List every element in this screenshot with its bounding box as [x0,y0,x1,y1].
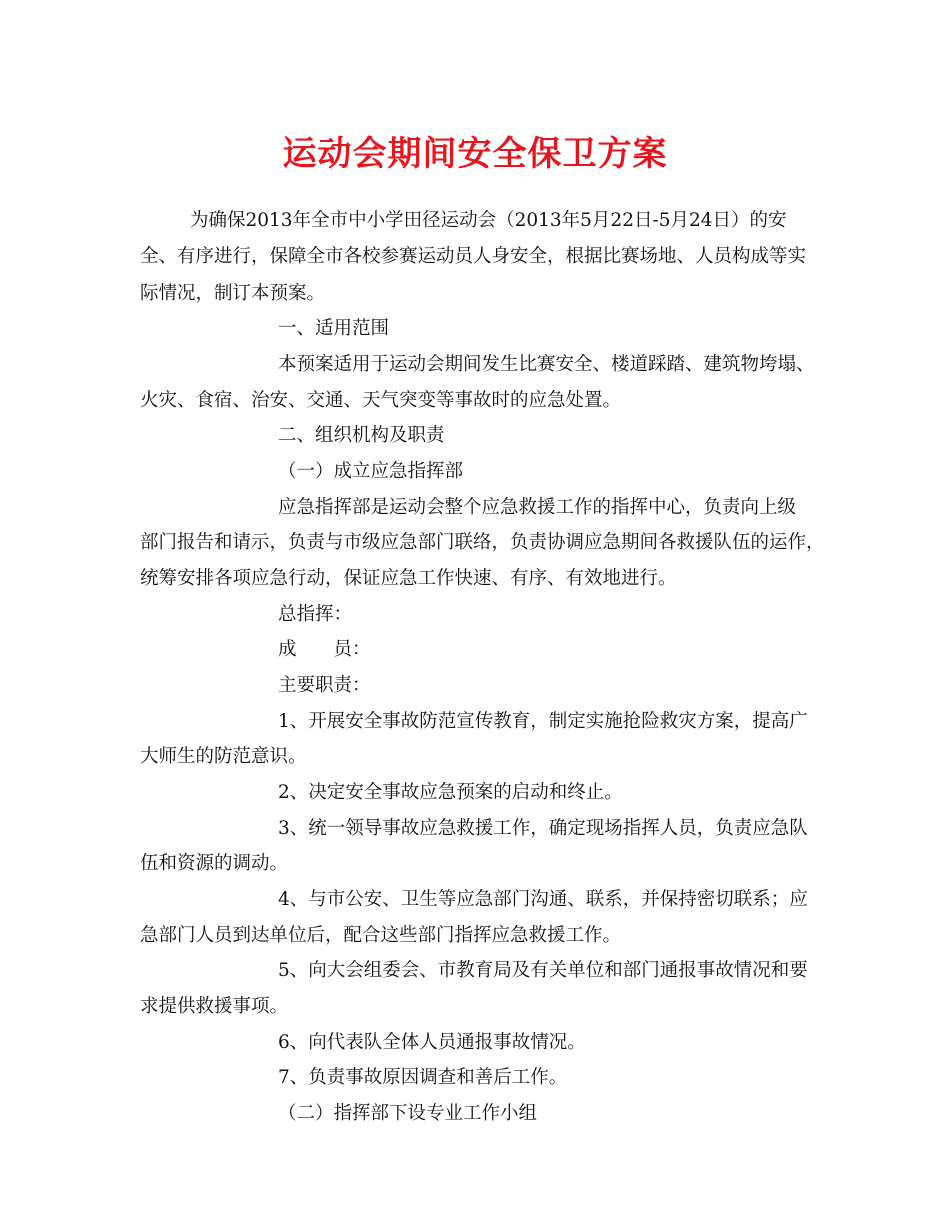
section-heading: 二、组织机构及职责 [278,425,445,446]
body-line: 际情况，制订本预案。 [140,283,326,304]
field-label: 主要职责： [278,675,371,696]
list-item-continuation: 求提供救援事项。 [140,996,289,1017]
subsection-heading: （二）指挥部下设专业工作小组 [278,1103,538,1124]
field-label: 总指挥： [278,604,353,625]
body-line: 统筹安排各项应急行动，保证应急工作快速、有序、有效地进行。 [140,568,677,589]
list-item: 6、向代表队全体人员通报事故情况。 [278,1032,586,1053]
document-title: 运动会期间安全保卫方案 [282,134,668,174]
list-item: 5、向大会组委会、市教育局及有关单位和部门通报事故情况和要 [278,960,808,981]
body-line: 本预案适用于运动会期间发生比赛安全、楼道踩踏、建筑物垮塌、 [278,354,815,375]
field-label: 成 员： [278,639,371,660]
subsection-heading: （一）成立应急指挥部 [278,461,464,482]
body-line: 全、有序进行，保障全市各校参赛运动员人身安全，根据比赛场地、人员构成等实 [140,246,807,267]
list-item: 1、开展安全事故防范宣传教育，制定实施抢险救灾方案，提高广 [278,711,808,732]
body-line: 火灾、食宿、治安、交通、天气突变等事故时的应急处置。 [140,390,622,411]
section-heading: 一、适用范围 [278,318,390,339]
list-item: 4、与市公安、卫生等应急部门沟通、联系，并保持密切联系；应 [278,889,808,910]
list-item-continuation: 伍和资源的调动。 [140,853,289,874]
list-item: 3、统一领导事故应急救援工作，确定现场指挥人员，负责应急队 [278,818,808,839]
list-item-continuation: 急部门人员到达单位后，配合这些部门指挥应急救援工作。 [140,925,622,946]
body-line: 部门报告和请示，负责与市级应急部门联络，负责协调应急期间各救援队伍的运作， [140,532,825,553]
body-line: 应急指挥部是运动会整个应急救援工作的指挥中心，负责向上级 [278,497,797,518]
list-item-continuation: 大师生的防范意识。 [140,746,307,767]
body-line: 为确保2013年全市中小学田径运动会（2013年5月22日-5月24日）的安 [190,210,787,231]
list-item: 2、决定安全事故应急预案的启动和终止。 [278,782,623,803]
list-item: 7、负责事故原因调查和善后工作。 [278,1067,568,1088]
